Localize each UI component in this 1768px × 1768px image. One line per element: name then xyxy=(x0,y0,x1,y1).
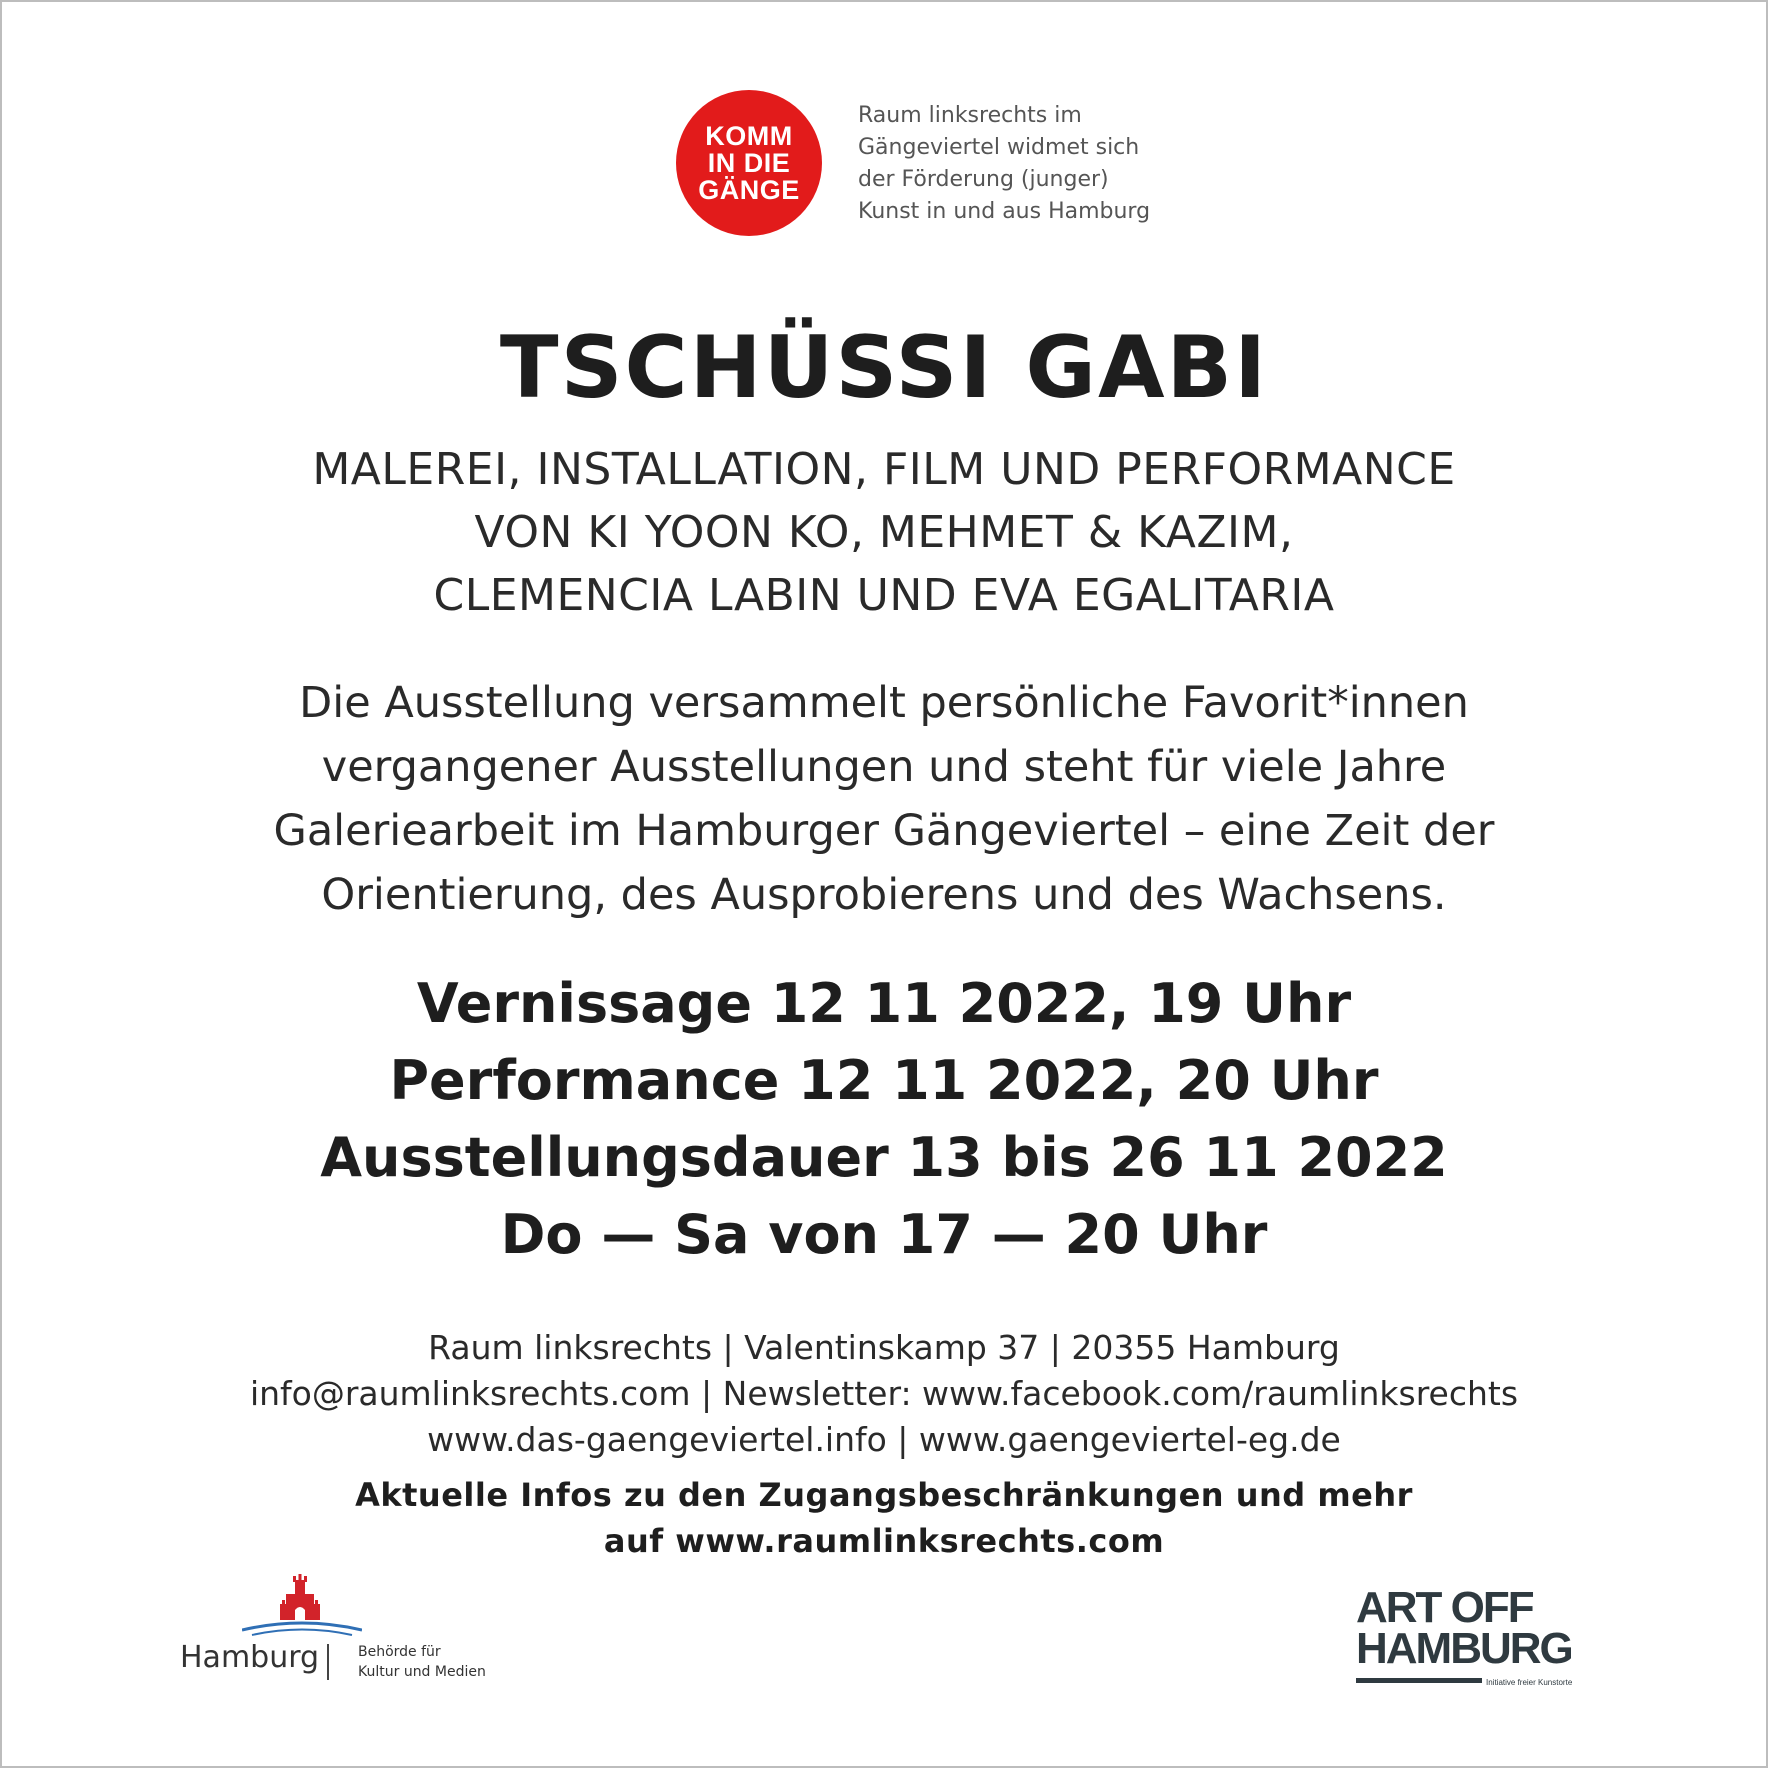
notice-line: Aktuelle Infos zu den Zugangsbeschränkungen und mehr xyxy=(355,1476,1413,1514)
hamburg-kulturbehoerde-logo xyxy=(180,1572,520,1682)
exhibition-description xyxy=(0,671,1768,927)
hamburg-wordmark-bold: HAMBURG xyxy=(1356,1624,1572,1673)
tagline-line: Kunst in und aus Hamburg xyxy=(858,199,1151,224)
tagline-line: Raum linksrechts im xyxy=(858,103,1082,128)
logo-divider xyxy=(327,1644,329,1680)
exhibition-subtitle xyxy=(0,438,1768,627)
description-line: vergangener Ausstellungen und steht für viele Jahre xyxy=(321,742,1447,792)
date-performance: Performance 12 11 2022, 20 Uhr xyxy=(389,1049,1379,1112)
description-line: Die Ausstellung versammelt persönliche Favorit*innen xyxy=(299,678,1469,728)
art-off-subline: Initiative freier Kunstorte xyxy=(1486,1678,1573,1687)
badge-line: KOMM xyxy=(705,120,793,151)
department-line: Kultur und Medien xyxy=(358,1664,486,1680)
hamburg-wordmark: Hamburg xyxy=(180,1640,320,1675)
event-dates xyxy=(0,965,1768,1273)
art-off-hamburg-logo xyxy=(1356,1583,1596,1696)
subtitle-line: CLEMENCIA LABIN UND EVA EGALITARIA xyxy=(433,570,1335,621)
hamburg-castle-crest-icon xyxy=(242,1572,362,1638)
art-off-wordmark: ART OFF xyxy=(1356,1583,1533,1632)
notice-link-line[interactable]: auf www.raumlinksrechts.com xyxy=(603,1522,1165,1560)
badge-line: GÄNGE xyxy=(698,174,800,205)
tagline-line: Gängeviertel widmet sich xyxy=(858,135,1140,160)
opening-hours: Do — Sa von 17 — 20 Uhr xyxy=(500,1203,1268,1266)
contact-info xyxy=(0,1325,1768,1463)
department-line: Behörde für xyxy=(358,1644,441,1660)
websites-line[interactable]: www.das-gaengeviertel.info | www.gaengeviertel-eg.de xyxy=(427,1420,1341,1459)
address-line: Raum linksrechts | Valentinskamp 37 | 20355 Hamburg xyxy=(428,1328,1340,1367)
tagline-line: der Förderung (junger) xyxy=(858,167,1109,192)
date-vernissage: Vernissage 12 11 2022, 19 Uhr xyxy=(416,972,1352,1035)
description-line: Galeriearbeit im Hamburger Gängeviertel – eine Zeit der xyxy=(273,806,1495,856)
description-line: Orientierung, des Ausprobierens und des Wachsens. xyxy=(321,870,1447,920)
email-newsletter-line[interactable]: info@raumlinksrechts.com | Newsletter: www.facebook.com/raumlinksrechts xyxy=(249,1374,1519,1413)
logo-underline xyxy=(1356,1678,1482,1683)
subtitle-line: MALEREI, INSTALLATION, FILM UND PERFORMANCE xyxy=(312,444,1456,495)
department-name xyxy=(358,1642,486,1682)
organizer-tagline xyxy=(858,100,1218,228)
access-notice xyxy=(0,1472,1768,1564)
badge-line: IN DIE xyxy=(707,147,791,178)
komm-in-die-gaenge-badge xyxy=(676,90,822,236)
date-duration: Ausstellungsdauer 13 bis 26 11 2022 xyxy=(320,1126,1448,1189)
subtitle-line: VON KI YOON KO, MEHMET & KAZIM, xyxy=(474,507,1294,558)
exhibition-title: TSCHÜSSI GABI xyxy=(499,318,1269,418)
